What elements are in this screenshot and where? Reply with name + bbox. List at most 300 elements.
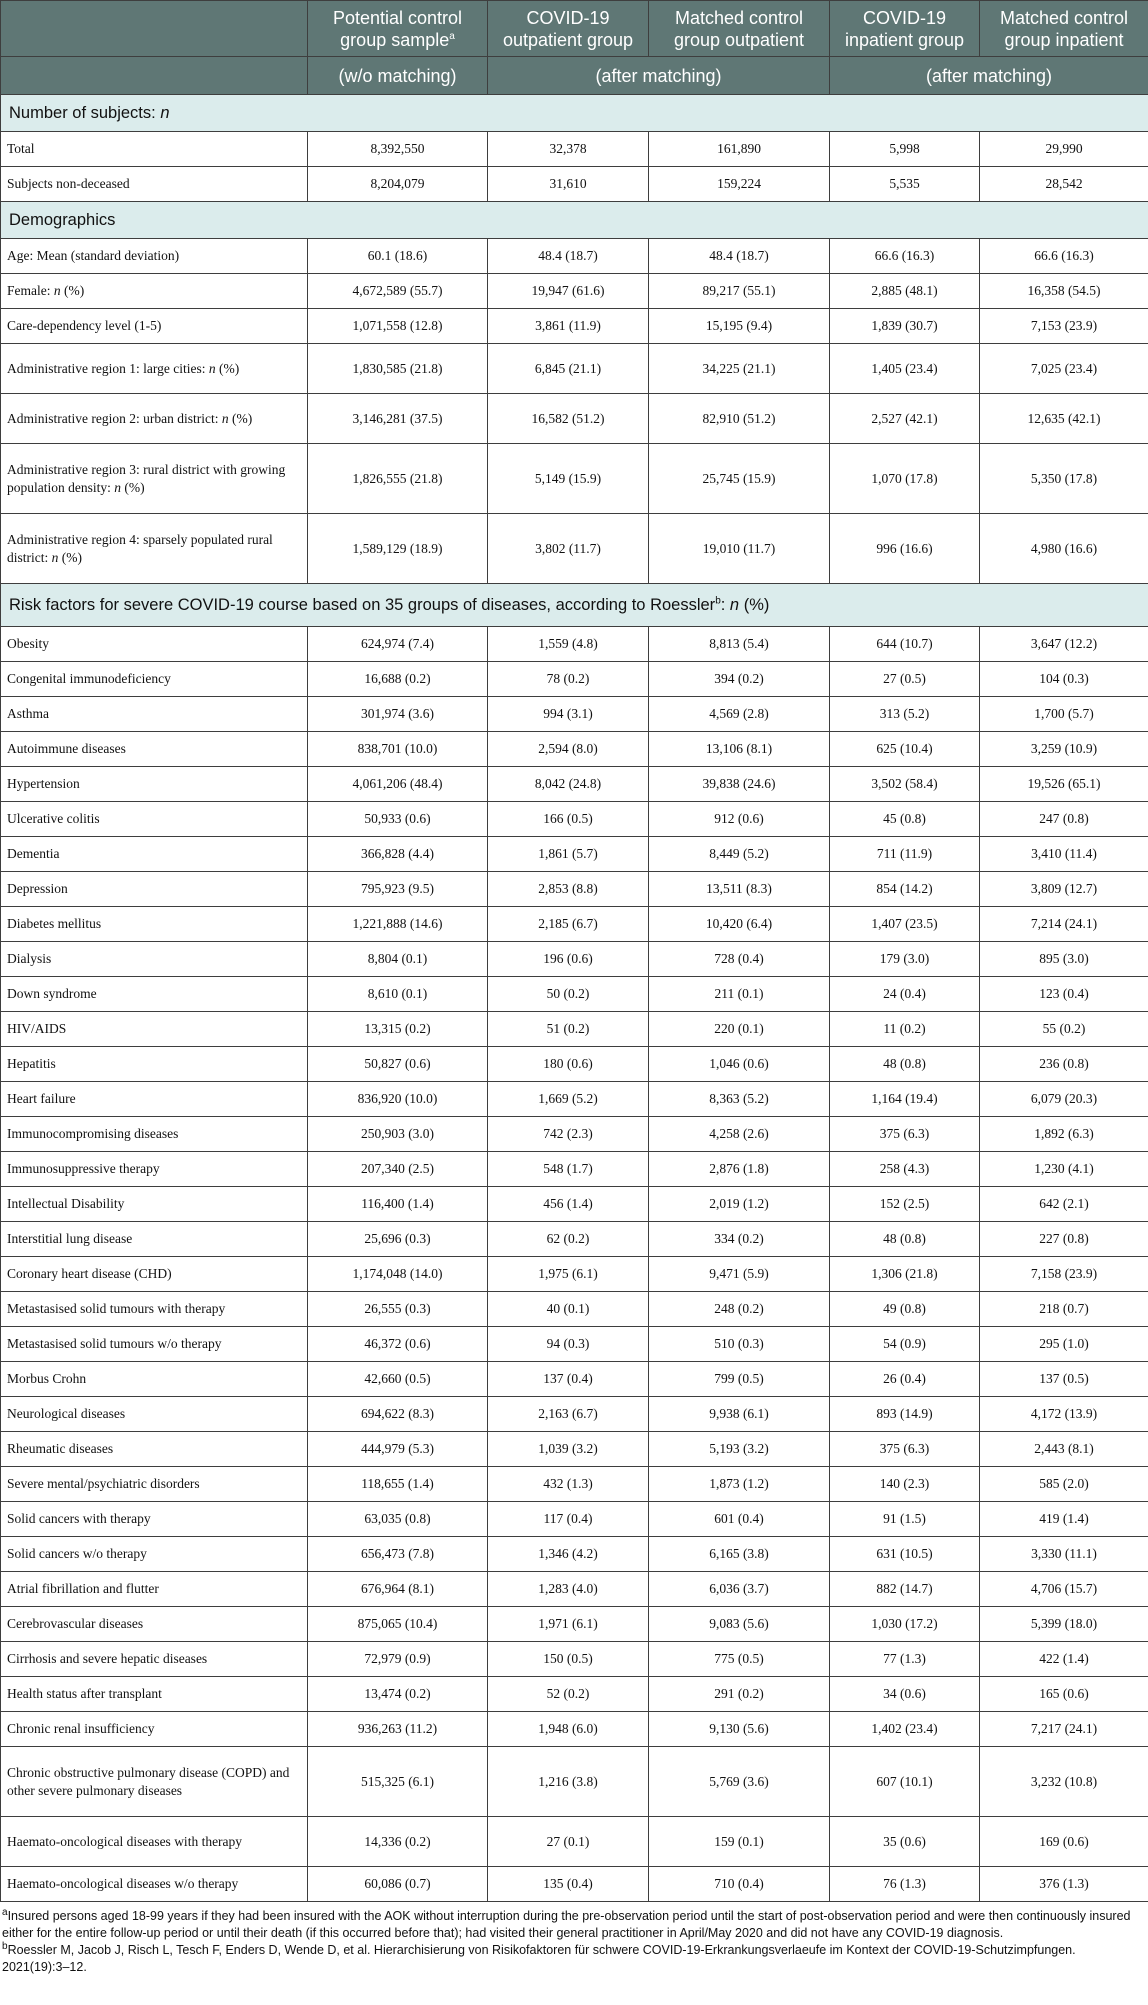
cell-value: 895 (3.0) (980, 942, 1148, 977)
cell-value: 601 (0.4) (649, 1502, 830, 1537)
table-row (1, 444, 1148, 514)
row-label: Down syndrome (1, 977, 308, 1012)
cell-value: 936,263 (11.2) (308, 1712, 488, 1747)
cell-value: 49 (0.8) (830, 1292, 980, 1327)
row-label: Solid cancers with therapy (1, 1502, 308, 1537)
table-row (1, 344, 1148, 394)
cell-value: 137 (0.4) (488, 1362, 649, 1397)
row-label: Hepatitis (1, 1047, 308, 1082)
cell-value: 2,163 (6.7) (488, 1397, 649, 1432)
table-row (1, 132, 1148, 167)
cell-value: 1,873 (1.2) (649, 1467, 830, 1502)
header-label: Potential control group sample (332, 7, 463, 50)
row-label: Total (1, 132, 308, 167)
cell-value: 152 (2.5) (830, 1187, 980, 1222)
cell-value: 875,065 (10.4) (308, 1607, 488, 1642)
table-row (1, 837, 1148, 872)
cell-value: 419 (1.4) (980, 1502, 1148, 1537)
cell-value: 118,655 (1.4) (308, 1467, 488, 1502)
cell-value: 775 (0.5) (649, 1642, 830, 1677)
cell-value: 1,589,129 (18.9) (308, 514, 488, 584)
footnote-a (2, 1908, 1144, 1942)
row-label: Immunocompromising diseases (1, 1117, 308, 1152)
cell-value: 394 (0.2) (649, 662, 830, 697)
section-header (1, 584, 1148, 627)
cell-value: 334 (0.2) (649, 1222, 830, 1257)
cell-value: 711 (11.9) (830, 837, 980, 872)
table-row (1, 732, 1148, 767)
cell-value: 26,555 (0.3) (308, 1292, 488, 1327)
cell-value: 13,106 (8.1) (649, 732, 830, 767)
table-row (1, 1502, 1148, 1537)
cell-value: 1,039 (3.2) (488, 1432, 649, 1467)
table-row (1, 627, 1148, 662)
header-covid-inpatient: COVID-19 inpatient group (830, 1, 980, 57)
cell-value: 376 (1.3) (980, 1867, 1148, 1902)
cell-value: 116,400 (1.4) (308, 1187, 488, 1222)
cell-value: 375 (6.3) (830, 1432, 980, 1467)
cell-value: 54 (0.9) (830, 1327, 980, 1362)
cell-value: 258 (4.3) (830, 1152, 980, 1187)
footnote-b (2, 1942, 1144, 1976)
cell-value: 3,232 (10.8) (980, 1747, 1148, 1817)
cell-value: 169 (0.6) (980, 1817, 1148, 1867)
cell-value: 548 (1.7) (488, 1152, 649, 1187)
header-row (1, 1, 1148, 57)
cell-value: 1,046 (0.6) (649, 1047, 830, 1082)
table-row (1, 1117, 1148, 1152)
cell-value: 82,910 (51.2) (649, 394, 830, 444)
table-row (1, 1187, 1148, 1222)
table-row (1, 1327, 1148, 1362)
row-label: Care-dependency level (1-5) (1, 309, 308, 344)
table-row (1, 1467, 1148, 1502)
table-row (1, 239, 1148, 274)
cell-value: 220 (0.1) (649, 1012, 830, 1047)
table-row (1, 1642, 1148, 1677)
cell-value: 7,153 (23.9) (980, 309, 1148, 344)
footnote-mark-a: a (449, 30, 455, 42)
cell-value: 8,449 (5.2) (649, 837, 830, 872)
header-empty-cell (1, 1, 308, 57)
cell-value: 60.1 (18.6) (308, 239, 488, 274)
table-row (1, 1747, 1148, 1817)
cell-value: 625 (10.4) (830, 732, 980, 767)
cell-value: 166 (0.5) (488, 802, 649, 837)
table-row (1, 1432, 1148, 1467)
cell-value: 624,974 (7.4) (308, 627, 488, 662)
cell-value: 4,258 (2.6) (649, 1117, 830, 1152)
header-empty-cell (1, 57, 308, 95)
cell-value: 4,172 (13.9) (980, 1397, 1148, 1432)
cell-value: 422 (1.4) (980, 1642, 1148, 1677)
cell-value: 1,700 (5.7) (980, 697, 1148, 732)
cell-value: 123 (0.4) (980, 977, 1148, 1012)
header-subrow (1, 57, 1148, 95)
cell-value: 656,473 (7.8) (308, 1537, 488, 1572)
cell-value: 25,745 (15.9) (649, 444, 830, 514)
cell-value: 6,079 (20.3) (980, 1082, 1148, 1117)
cell-value: 13,474 (0.2) (308, 1677, 488, 1712)
cell-value: 26 (0.4) (830, 1362, 980, 1397)
cell-value: 5,535 (830, 167, 980, 202)
table-row (1, 1222, 1148, 1257)
cell-value: 52 (0.2) (488, 1677, 649, 1712)
cell-value: 39,838 (24.6) (649, 767, 830, 802)
cell-value: 5,350 (17.8) (980, 444, 1148, 514)
cell-value: 1,559 (4.8) (488, 627, 649, 662)
row-label: Age: Mean (standard deviation) (1, 239, 308, 274)
cell-value: 456 (1.4) (488, 1187, 649, 1222)
header-covid-outpatient: COVID-19 outpatient group (488, 1, 649, 57)
cell-value: 631 (10.5) (830, 1537, 980, 1572)
cell-value: 8,610 (0.1) (308, 977, 488, 1012)
row-label: Heart failure (1, 1082, 308, 1117)
cell-value: 72,979 (0.9) (308, 1642, 488, 1677)
cell-value: 1,071,558 (12.8) (308, 309, 488, 344)
row-label: Ulcerative colitis (1, 802, 308, 837)
cell-value: 7,158 (23.9) (980, 1257, 1148, 1292)
table-row (1, 1867, 1148, 1902)
cell-value: 48.4 (18.7) (488, 239, 649, 274)
cell-value: 104 (0.3) (980, 662, 1148, 697)
cell-value: 4,672,589 (55.7) (308, 274, 488, 309)
row-label: Rheumatic diseases (1, 1432, 308, 1467)
cell-value: 799 (0.5) (649, 1362, 830, 1397)
section-header (1, 202, 1148, 239)
cell-value: 893 (14.9) (830, 1397, 980, 1432)
row-label: Subjects non-deceased (1, 167, 308, 202)
cell-value: 27 (0.1) (488, 1817, 649, 1867)
cell-value: 89,217 (55.1) (649, 274, 830, 309)
table-row (1, 1257, 1148, 1292)
row-label: Severe mental/psychiatric disorders (1, 1467, 308, 1502)
row-label: HIV/AIDS (1, 1012, 308, 1047)
cell-value: 161,890 (649, 132, 830, 167)
cell-value: 45 (0.8) (830, 802, 980, 837)
table-row (1, 1607, 1148, 1642)
section-title: Risk factors for severe COVID-19 course based on 35 groups of diseases, according to Roessler$^b$: n (%) (1, 584, 1148, 627)
cell-value: 50,933 (0.6) (308, 802, 488, 837)
cell-value: 34 (0.6) (830, 1677, 980, 1712)
footnote-mark-b: b (715, 595, 721, 606)
cell-value: 1,971 (6.1) (488, 1607, 649, 1642)
cell-value: 62 (0.2) (488, 1222, 649, 1257)
cell-value: 9,938 (6.1) (649, 1397, 830, 1432)
section-header (1, 95, 1148, 132)
cell-value: 1,826,555 (21.8) (308, 444, 488, 514)
cell-value: 76 (1.3) (830, 1867, 980, 1902)
cell-value: 1,221,888 (14.6) (308, 907, 488, 942)
cell-value: 8,804 (0.1) (308, 942, 488, 977)
cell-value: 1,230 (4.1) (980, 1152, 1148, 1187)
cell-value: 291 (0.2) (649, 1677, 830, 1712)
table-row (1, 907, 1148, 942)
footnote-mark: a (2, 1906, 8, 1918)
cell-value: 1,283 (4.0) (488, 1572, 649, 1607)
table-row (1, 1537, 1148, 1572)
cell-value: 8,204,079 (308, 167, 488, 202)
subheader-wo-matching: (w/o matching) (308, 57, 488, 95)
row-label: Dementia (1, 837, 308, 872)
row-label: Female: n (%) (1, 274, 308, 309)
row-label: Haemato-oncological diseases w/o therapy (1, 1867, 308, 1902)
cell-value: 227 (0.8) (980, 1222, 1148, 1257)
row-label: Cerebrovascular diseases (1, 1607, 308, 1642)
footnote-text: Insured persons aged 18-99 years if they had been insured with the AOK without interruption during the pre-observation period until the start of post-observation period and were then continuously insured either for the entire follow-up period or until their death (if this occurred before that); had visited their general practitioner in April/May 2020 and did not have any COVID-19 diagnosis. (2, 1909, 1131, 1940)
row-label: Hypertension (1, 767, 308, 802)
table-row (1, 309, 1148, 344)
cell-value: 19,010 (11.7) (649, 514, 830, 584)
cell-value: 2,443 (8.1) (980, 1432, 1148, 1467)
cell-value: 301,974 (3.6) (308, 697, 488, 732)
table-row (1, 802, 1148, 837)
cell-value: 3,647 (12.2) (980, 627, 1148, 662)
cell-value: 4,980 (16.6) (980, 514, 1148, 584)
cell-value: 137 (0.5) (980, 1362, 1148, 1397)
cell-value: 6,845 (21.1) (488, 344, 649, 394)
cell-value: 12,635 (42.1) (980, 394, 1148, 444)
cell-value: 8,813 (5.4) (649, 627, 830, 662)
cell-value: 13,315 (0.2) (308, 1012, 488, 1047)
cell-value: 996 (16.6) (830, 514, 980, 584)
cell-value: 3,259 (10.9) (980, 732, 1148, 767)
row-label: Administrative region 1: large cities: n (%) (1, 344, 308, 394)
cell-value: 1,669 (5.2) (488, 1082, 649, 1117)
cell-value: 48.4 (18.7) (649, 239, 830, 274)
cell-value: 838,701 (10.0) (308, 732, 488, 767)
cell-value: 642 (2.1) (980, 1187, 1148, 1222)
cell-value: 19,947 (61.6) (488, 274, 649, 309)
table-row (1, 514, 1148, 584)
cell-value: 5,998 (830, 132, 980, 167)
cell-value: 1,164 (19.4) (830, 1082, 980, 1117)
cell-value: 117 (0.4) (488, 1502, 649, 1537)
cell-value: 50 (0.2) (488, 977, 649, 1012)
cell-value: 159,224 (649, 167, 830, 202)
cell-value: 63,035 (0.8) (308, 1502, 488, 1537)
cell-value: 1,030 (17.2) (830, 1607, 980, 1642)
cell-value: 5,399 (18.0) (980, 1607, 1148, 1642)
cell-value: 9,471 (5.9) (649, 1257, 830, 1292)
cell-value: 11 (0.2) (830, 1012, 980, 1047)
subheader-after-matching-outpatient: (after matching) (488, 57, 830, 95)
cell-value: 248 (0.2) (649, 1292, 830, 1327)
cell-value: 5,769 (3.6) (649, 1747, 830, 1817)
table-row (1, 872, 1148, 907)
header-potential-control (308, 1, 488, 57)
subheader-after-matching-inpatient: (after matching) (830, 57, 1148, 95)
cell-value: 25,696 (0.3) (308, 1222, 488, 1257)
cell-value: 444,979 (5.3) (308, 1432, 488, 1467)
cell-value: 15,195 (9.4) (649, 309, 830, 344)
cell-value: 180 (0.6) (488, 1047, 649, 1082)
cell-value: 48 (0.8) (830, 1222, 980, 1257)
cell-value: 196 (0.6) (488, 942, 649, 977)
cell-value: 140 (2.3) (830, 1467, 980, 1502)
cell-value: 40 (0.1) (488, 1292, 649, 1327)
table-row (1, 662, 1148, 697)
cell-value: 3,502 (58.4) (830, 767, 980, 802)
cell-value: 912 (0.6) (649, 802, 830, 837)
cell-value: 150 (0.5) (488, 1642, 649, 1677)
cell-value: 1,306 (21.8) (830, 1257, 980, 1292)
header-matched-outpatient: Matched control group outpatient (649, 1, 830, 57)
cell-value: 3,809 (12.7) (980, 872, 1148, 907)
cell-value: 2,853 (8.8) (488, 872, 649, 907)
cell-value: 179 (3.0) (830, 942, 980, 977)
row-label: Interstitial lung disease (1, 1222, 308, 1257)
cell-value: 3,330 (11.1) (980, 1537, 1148, 1572)
row-label: Metastasised solid tumours w/o therapy (1, 1327, 308, 1362)
row-label: Chronic renal insufficiency (1, 1712, 308, 1747)
table-row (1, 1677, 1148, 1712)
table-row (1, 1362, 1148, 1397)
cell-value: 3,410 (11.4) (980, 837, 1148, 872)
cell-value: 994 (3.1) (488, 697, 649, 732)
cell-value: 728 (0.4) (649, 942, 830, 977)
row-label: Administrative region 2: urban district: n (%) (1, 394, 308, 444)
cell-value: 7,214 (24.1) (980, 907, 1148, 942)
cell-value: 854 (14.2) (830, 872, 980, 907)
cell-value: 795,923 (9.5) (308, 872, 488, 907)
cell-value: 77 (1.3) (830, 1642, 980, 1677)
cell-value: 5,193 (3.2) (649, 1432, 830, 1467)
row-label: Haemato-oncological diseases with therapy (1, 1817, 308, 1867)
cell-value: 28,542 (980, 167, 1148, 202)
cell-value: 31,610 (488, 167, 649, 202)
cell-value: 35 (0.6) (830, 1817, 980, 1867)
row-label: Obesity (1, 627, 308, 662)
cell-value: 1,070 (17.8) (830, 444, 980, 514)
cell-value: 55 (0.2) (980, 1012, 1148, 1047)
cell-value: 1,405 (23.4) (830, 344, 980, 394)
cell-value: 313 (5.2) (830, 697, 980, 732)
cell-value: 1,407 (23.5) (830, 907, 980, 942)
row-label: Diabetes mellitus (1, 907, 308, 942)
table-row (1, 1047, 1148, 1082)
header-matched-inpatient: Matched control group inpatient (980, 1, 1148, 57)
section-title: Demographics (1, 202, 1148, 239)
table-row (1, 394, 1148, 444)
table-row (1, 1712, 1148, 1747)
row-label: Coronary heart disease (CHD) (1, 1257, 308, 1292)
table-row (1, 1152, 1148, 1187)
cell-value: 60,086 (0.7) (308, 1867, 488, 1902)
cell-value: 676,964 (8.1) (308, 1572, 488, 1607)
table-row (1, 167, 1148, 202)
cell-value: 366,828 (4.4) (308, 837, 488, 872)
cell-value: 8,042 (24.8) (488, 767, 649, 802)
table-row (1, 767, 1148, 802)
cell-value: 375 (6.3) (830, 1117, 980, 1152)
cell-value: 34,225 (21.1) (649, 344, 830, 394)
table-row (1, 697, 1148, 732)
cell-value: 9,130 (5.6) (649, 1712, 830, 1747)
cell-value: 50,827 (0.6) (308, 1047, 488, 1082)
footnotes (0, 1902, 1148, 1976)
cell-value: 48 (0.8) (830, 1047, 980, 1082)
row-label: Autoimmune diseases (1, 732, 308, 767)
cell-value: 742 (2.3) (488, 1117, 649, 1152)
row-label: Cirrhosis and severe hepatic diseases (1, 1642, 308, 1677)
cell-value: 78 (0.2) (488, 662, 649, 697)
cell-value: 1,216 (3.8) (488, 1747, 649, 1817)
cell-value: 585 (2.0) (980, 1467, 1148, 1502)
cell-value: 66.6 (16.3) (830, 239, 980, 274)
cell-value: 94 (0.3) (488, 1327, 649, 1362)
cell-value: 66.6 (16.3) (980, 239, 1148, 274)
cell-value: 16,688 (0.2) (308, 662, 488, 697)
row-label: Metastasised solid tumours with therapy (1, 1292, 308, 1327)
row-label: Solid cancers w/o therapy (1, 1537, 308, 1572)
cell-value: 882 (14.7) (830, 1572, 980, 1607)
cell-value: 16,358 (54.5) (980, 274, 1148, 309)
cell-value: 515,325 (6.1) (308, 1747, 488, 1817)
cell-value: 710 (0.4) (649, 1867, 830, 1902)
row-label: Intellectual Disability (1, 1187, 308, 1222)
row-label: Asthma (1, 697, 308, 732)
row-label: Morbus Crohn (1, 1362, 308, 1397)
row-label: Depression (1, 872, 308, 907)
table-row (1, 1012, 1148, 1047)
cell-value: 1,975 (6.1) (488, 1257, 649, 1292)
table-row (1, 977, 1148, 1012)
cell-value: 694,622 (8.3) (308, 1397, 488, 1432)
cell-value: 1,861 (5.7) (488, 837, 649, 872)
cell-value: 3,861 (11.9) (488, 309, 649, 344)
cell-value: 7,217 (24.1) (980, 1712, 1148, 1747)
cell-value: 211 (0.1) (649, 977, 830, 1012)
cell-value: 4,061,206 (48.4) (308, 767, 488, 802)
cell-value: 4,706 (15.7) (980, 1572, 1148, 1607)
cell-value: 2,185 (6.7) (488, 907, 649, 942)
cell-value: 3,146,281 (37.5) (308, 394, 488, 444)
cell-value: 19,526 (65.1) (980, 767, 1148, 802)
cell-value: 607 (10.1) (830, 1747, 980, 1817)
cell-value: 1,948 (6.0) (488, 1712, 649, 1747)
cell-value: 9,083 (5.6) (649, 1607, 830, 1642)
cell-value: 1,174,048 (14.0) (308, 1257, 488, 1292)
cell-value: 836,920 (10.0) (308, 1082, 488, 1117)
cell-value: 1,402 (23.4) (830, 1712, 980, 1747)
cell-value: 42,660 (0.5) (308, 1362, 488, 1397)
cell-value: 1,346 (4.2) (488, 1537, 649, 1572)
footnote-mark: b (2, 1940, 8, 1952)
row-label: Dialysis (1, 942, 308, 977)
row-label: Chronic obstructive pulmonary disease (COPD) and other severe pulmonary diseases (1, 1747, 308, 1817)
cell-value: 2,876 (1.8) (649, 1152, 830, 1187)
cell-value: 250,903 (3.0) (308, 1117, 488, 1152)
table-row (1, 1082, 1148, 1117)
cell-value: 13,511 (8.3) (649, 872, 830, 907)
table-row (1, 1397, 1148, 1432)
cell-value: 32,378 (488, 132, 649, 167)
cell-value: 8,363 (5.2) (649, 1082, 830, 1117)
cell-value: 8,392,550 (308, 132, 488, 167)
cell-value: 1,830,585 (21.8) (308, 344, 488, 394)
table-row (1, 1292, 1148, 1327)
cell-value: 165 (0.6) (980, 1677, 1148, 1712)
cell-value: 3,802 (11.7) (488, 514, 649, 584)
cell-value: 135 (0.4) (488, 1867, 649, 1902)
cell-value: 510 (0.3) (649, 1327, 830, 1362)
cell-value: 644 (10.7) (830, 627, 980, 662)
cell-value: 1,839 (30.7) (830, 309, 980, 344)
cell-value: 4,569 (2.8) (649, 697, 830, 732)
table-row (1, 1572, 1148, 1607)
cell-value: 6,165 (3.8) (649, 1537, 830, 1572)
